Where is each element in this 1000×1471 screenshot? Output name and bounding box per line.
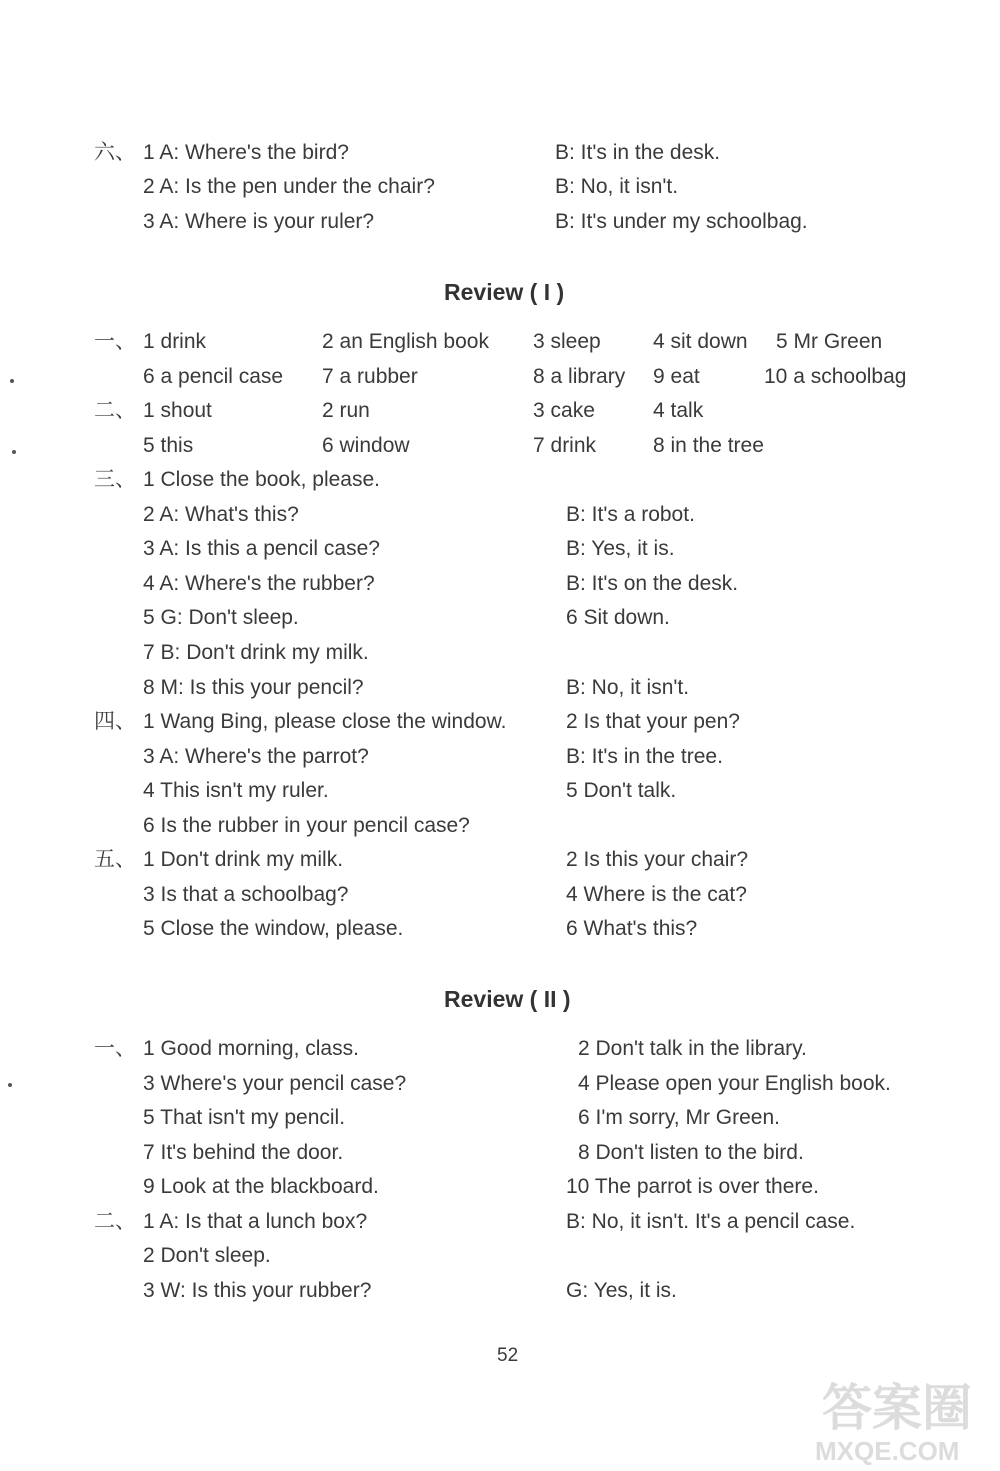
scan-speck <box>8 1083 12 1087</box>
watermark-logo: 答案圈 <box>822 1379 972 1437</box>
answer-line: 2 A: Is the pen under the chair? <box>143 175 435 198</box>
answer-line: 7 B: Don't drink my milk. <box>143 641 369 664</box>
answer-line: B: It's in the desk. <box>555 141 721 164</box>
review-2-title: Review ( II ) <box>444 986 571 1012</box>
section-marker-6: 六、 <box>94 140 136 164</box>
answer-line: 5 Don't talk. <box>566 779 677 802</box>
page-number: 52 <box>497 1345 519 1366</box>
answer-line: 2 Don't sleep. <box>143 1244 271 1267</box>
answer-line: 5 G: Don't sleep. <box>143 606 299 629</box>
section-marker-1: 一、 <box>94 1036 136 1060</box>
answer-line: 2 Don't talk in the library. <box>578 1037 807 1060</box>
answer-line: 8 M: Is this your pencil? <box>143 676 364 699</box>
word-item: 7 a rubber <box>322 365 418 388</box>
answer-line: 4 Where is the cat? <box>566 883 747 906</box>
word-item: 8 in the tree <box>653 434 764 457</box>
word-item: 6 a pencil case <box>143 365 284 388</box>
word-item: 1 drink <box>143 330 207 353</box>
answer-line: B: No, it isn't. It's a pencil case. <box>566 1210 856 1233</box>
answer-line: 1 Don't drink my milk. <box>143 848 344 871</box>
answer-line: 2 Is this your chair? <box>566 848 749 871</box>
answer-line: 2 A: What's this? <box>143 503 299 526</box>
answer-line: B: No, it isn't. <box>566 676 690 699</box>
answer-line: 3 Where's your pencil case? <box>143 1072 407 1095</box>
answer-line: 1 Wang Bing, please close the window. <box>143 710 507 733</box>
word-item: 5 this <box>143 434 194 457</box>
answer-line: 4 Please open your English book. <box>578 1072 891 1095</box>
answer-line: B: It's on the desk. <box>566 572 739 595</box>
answer-line: 5 That isn't my pencil. <box>143 1106 346 1129</box>
answer-line: 1 Good morning, class. <box>143 1037 359 1060</box>
word-item: 8 a library <box>533 365 626 388</box>
answer-line: 4 This isn't my ruler. <box>143 779 329 802</box>
scan-speck <box>12 450 16 454</box>
section-marker-2: 二、 <box>94 398 136 422</box>
section-marker-1: 一、 <box>94 329 136 353</box>
answer-line: 6 Sit down. <box>566 606 670 629</box>
word-item: 5 Mr Green <box>776 330 883 353</box>
word-item: 7 drink <box>533 434 597 457</box>
answer-line: B: It's under my schoolbag. <box>555 210 808 233</box>
word-item: 4 sit down <box>653 330 748 353</box>
word-item: 6 window <box>322 434 410 457</box>
scan-speck <box>10 379 14 383</box>
answer-line: 1 A: Is that a lunch box? <box>143 1210 368 1233</box>
word-item: 3 sleep <box>533 330 601 353</box>
answer-line: 3 A: Where is your ruler? <box>143 210 375 233</box>
answer-line: 8 Don't listen to the bird. <box>578 1141 804 1164</box>
answer-line: B: Yes, it is. <box>566 537 675 560</box>
answer-line: 1 Close the book, please. <box>143 468 380 491</box>
answer-line: G: Yes, it is. <box>566 1279 677 1302</box>
answer-line: 3 A: Where's the parrot? <box>143 745 369 768</box>
word-item: 3 cake <box>533 399 595 422</box>
answer-line: B: It's a robot. <box>566 503 695 526</box>
answer-line: B: It's in the tree. <box>566 745 723 768</box>
word-item: 9 eat <box>653 365 700 388</box>
section-marker-2: 二、 <box>94 1209 136 1233</box>
answer-line: 7 It's behind the door. <box>143 1141 344 1164</box>
answer-line: B: No, it isn't. <box>555 175 679 198</box>
answer-line: 9 Look at the blackboard. <box>143 1175 379 1198</box>
answer-line: 1 A: Where's the bird? <box>143 141 349 164</box>
word-item: 4 talk <box>653 399 704 422</box>
section-marker-3: 三、 <box>94 467 136 491</box>
answer-line: 4 A: Where's the rubber? <box>143 572 375 595</box>
word-item: 10 a schoolbag <box>764 365 907 388</box>
watermark-url: MXQE.COM <box>815 1436 960 1466</box>
word-item: 2 run <box>322 399 370 422</box>
answer-line: 6 Is the rubber in your pencil case? <box>143 814 470 837</box>
answer-line: 2 Is that your pen? <box>566 710 740 733</box>
word-item: 2 an English book <box>322 330 489 353</box>
answer-line: 3 W: Is this your rubber? <box>143 1279 372 1302</box>
answer-line: 3 Is that a schoolbag? <box>143 883 349 906</box>
section-marker-4: 四、 <box>94 709 136 733</box>
answer-line: 6 What's this? <box>566 917 698 940</box>
word-item: 1 shout <box>143 399 212 422</box>
section-marker-5: 五、 <box>94 847 136 871</box>
answer-line: 5 Close the window, please. <box>143 917 404 940</box>
review-1-title: Review ( I ) <box>444 279 565 305</box>
answer-line: 10 The parrot is over there. <box>566 1175 819 1198</box>
answer-line: 6 I'm sorry, Mr Green. <box>578 1106 780 1129</box>
answer-line: 3 A: Is this a pencil case? <box>143 537 380 560</box>
